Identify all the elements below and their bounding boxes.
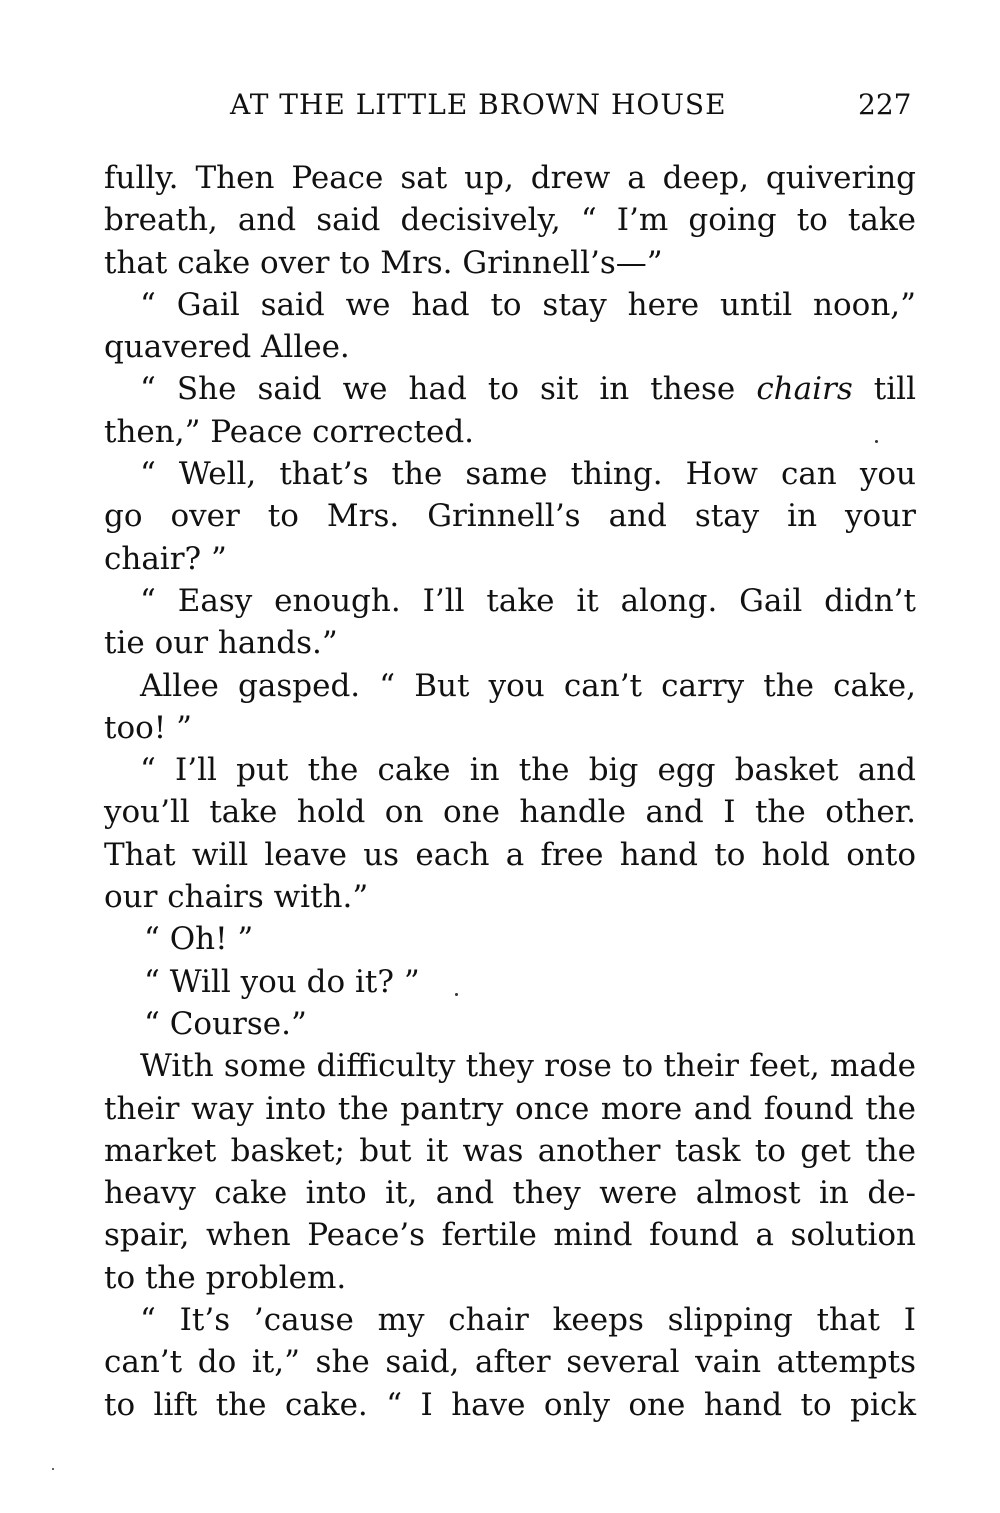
text-fragment: till (873, 371, 916, 408)
text-line: too! ” (104, 709, 192, 746)
text-fragment: “ She said we had to sit in these (140, 371, 736, 408)
running-head (0, 82, 1000, 128)
text-line: fully. Then Peace sat up, drew a deep, quivering (104, 160, 916, 196)
text-line: to the problem. (104, 1259, 347, 1296)
text-line: With some difficulty they rose to their feet, made (140, 1048, 916, 1085)
print-speck (455, 993, 458, 996)
text-line: that cake over to Mrs. Grinnell’s—” (104, 244, 663, 281)
text-line: then,” Peace corrected. (104, 413, 475, 450)
text-line: go over to Mrs. Grinnell’s and stay in your (104, 498, 916, 535)
text-line: tie our hands.” (104, 625, 338, 662)
page-number: 227 (858, 88, 912, 121)
text-line: “ I’ll put the cake in the big egg basket and (140, 752, 916, 789)
text-line: can’t do it,” she said, after several vain attempts (104, 1344, 916, 1381)
emphasis-word: chairs (756, 371, 853, 408)
text-line: market basket; but it was another task to get the (104, 1132, 916, 1169)
text-line: chair? ” (104, 540, 227, 577)
text-line: our chairs with.” (104, 879, 369, 916)
text-line: you’ll take hold on one handle and I the other. (104, 794, 916, 831)
text-line: spair, when Peace’s fertile mind found a solution (104, 1217, 916, 1254)
text-line: breath, and said decisively, “ I’m going to take (104, 202, 916, 239)
running-title: AT THE LITTLE BROWN HOUSE (230, 88, 727, 121)
text-line: quavered Allee. (104, 329, 350, 366)
text-line: Allee gasped. “ But you can’t carry the cake, (140, 667, 916, 704)
body-text (104, 157, 916, 1426)
text-line: “ It’s ’cause my chair keeps slipping that I (140, 1302, 916, 1339)
text-line: “ Will you do it? ” (144, 963, 420, 1000)
text-line: “ Easy enough. I’ll take it along. Gail didn’t (140, 582, 916, 619)
text-line: “ Gail said we had to stay here until noon,” (140, 286, 916, 323)
text-line: heavy cake into it, and they were almost in de- (104, 1175, 916, 1212)
text-line: “ Well, that’s the same thing. How can you (140, 456, 916, 493)
text-line-with-emphasis (104, 368, 916, 410)
text-line: That will leave us each a free hand to hold onto (104, 836, 916, 873)
print-speck (875, 440, 878, 443)
text-line: “ Oh! ” (144, 921, 254, 958)
text-line: “ Course.” (144, 1005, 307, 1042)
text-line: to lift the cake. “ I have only one hand to pick (104, 1386, 916, 1423)
text-line: their way into the pantry once more and found the (104, 1090, 916, 1127)
print-speck (52, 1468, 54, 1470)
